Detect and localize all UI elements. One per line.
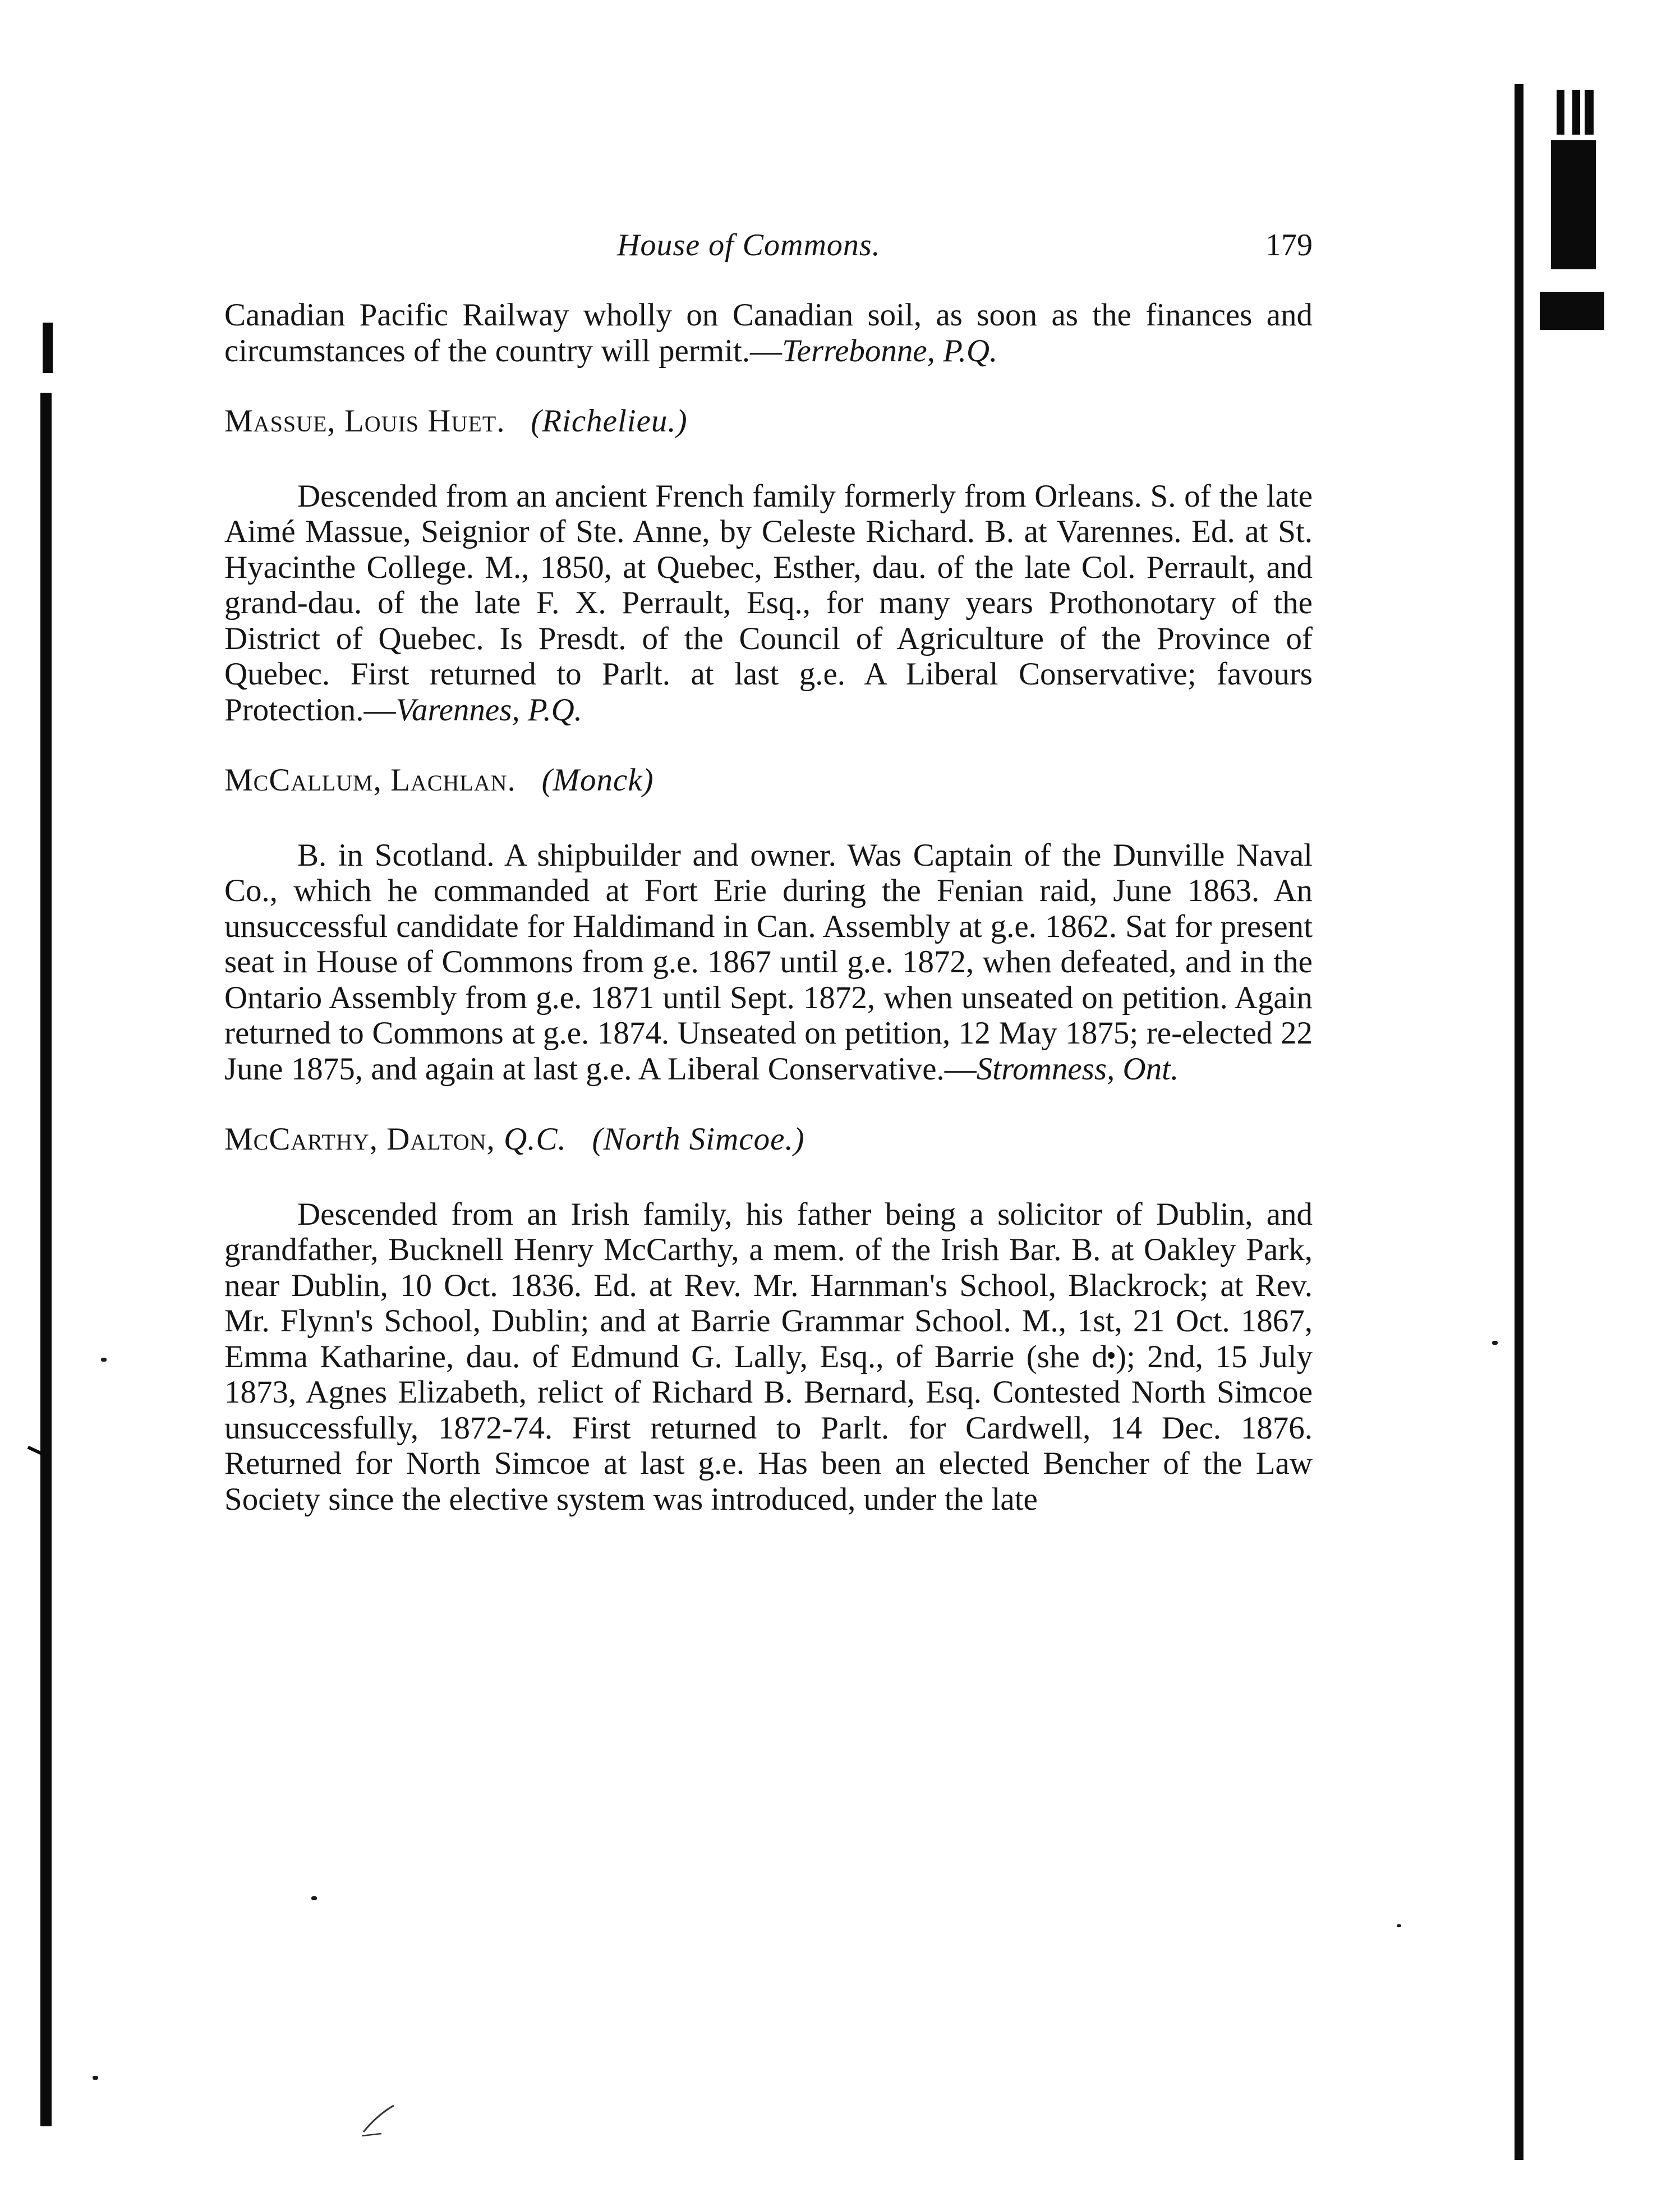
residence: Terrebonne, P.Q. [782,333,998,369]
scan-edge-mark [43,323,53,373]
member-name: McCarthy, Dalton, [224,1122,495,1157]
pencil-mark [359,2101,398,2140]
scan-edge-block [1551,140,1596,269]
scan-edge-bar-right [1515,84,1523,2160]
constituency: (North Simcoe.) [592,1122,805,1157]
continued-paragraph [224,297,1313,369]
scan-edge-block [1540,292,1604,330]
page-number: 179 [1265,228,1313,263]
entry-paragraph [224,838,1313,1087]
paragraph-text: Descended from an ancient French family formerly from Orleans. S. of the late Aimé Massue, Seignior of Ste. Anne, by Celeste Richard. B. at Varennes. Ed. at St. Hyacinthe College. M., 1850, at Quebec, Esther, dau. of the late Col. Perrault, and grand-dau. of the late F. X. Perrault, Esq., for many years Prothonotary of the District of Quebec. Is Presdt. of the Council of Agriculture of the Province of Quebec. First returned to Parlt. at last g.e. A Liberal Conservative; favours Protection.— [224,478,1313,728]
entry-paragraph [224,1197,1313,1518]
page-body [224,297,1313,1517]
constituency: (Richelieu.) [531,403,688,439]
running-header [224,227,1313,272]
residence: Stromness, Ont. [976,1051,1179,1087]
paragraph-text: Descended from an Irish family, his father being a solicitor of Dublin, and grandfather, Bucknell Henry McCarthy, a mem. of the Irish Bar. B. at Oakley Park, near Dublin, 10 Oct. 1836. Ed. at Rev. Mr. Harnman's School, Blackrock; at Rev. Mr. Flynn's School, Dublin; and at Barrie Grammar School. M., 1st, 21 Oct. 1867, Emma Katharine, dau. of Edmund G. Lally, Esq., of Barrie (she d.); 2nd, 15 July 1873, Agnes Elizabeth, relict of Richard B. Bernard, Esq. Contested North Simcoe unsuccessfully, 1872-74. First returned to Parlt. for Cardwell, 14 Dec. 1876. Returned for North Simcoe at last g.e. Has been an elected Bencher of the Law Society since the elective system was introduced, under the late [224,1196,1313,1517]
scan-speck [93,2076,98,2080]
residence: Varennes, P.Q. [395,692,583,728]
member-name: McCallum, Lachlan. [224,762,516,798]
entry-paragraph [224,479,1313,728]
paragraph-text: B. in Scotland. A shipbuilder and owner. Was Captain of the Dunville Naval Co., which he commanded at Fort Erie during the Fenian raid, June 1863. An unsuccessful candidate for Haldimand in Can. Assembly at g.e. 1862. Sat for present seat in House of Commons from g.e. 1867 until g.e. 1872, when defeated, and in the Ontario Assembly from g.e. 1871 until Sept. 1872, when unseated on petition. Again returned to Commons at g.e. 1874. Unseated on petition, 12 May 1875; re-elected 22 June 1875, and again at last g.e. A Liberal Conservative.— [224,837,1313,1087]
running-title: House of Commons. [617,228,881,263]
scan-speck [311,1896,317,1900]
member-name: Massue, Louis Huet. [224,403,505,439]
scan-speck [1397,1924,1401,1927]
scan-edge-mark [1557,90,1596,135]
scan-speck [101,1358,107,1362]
entry-heading [224,762,1313,798]
entry-heading [224,1122,1313,1157]
constituency: (Monck) [541,762,654,798]
paragraph-text: Canadian Pacific Railway wholly on Canadian soil, as soon as the finances and circumstances of the country will permit.— [224,297,1313,369]
honorific: Q.C. [504,1122,567,1157]
scan-speck [1492,1341,1498,1345]
scan-edge-bar-left [40,393,52,2126]
entry-heading [224,403,1313,439]
